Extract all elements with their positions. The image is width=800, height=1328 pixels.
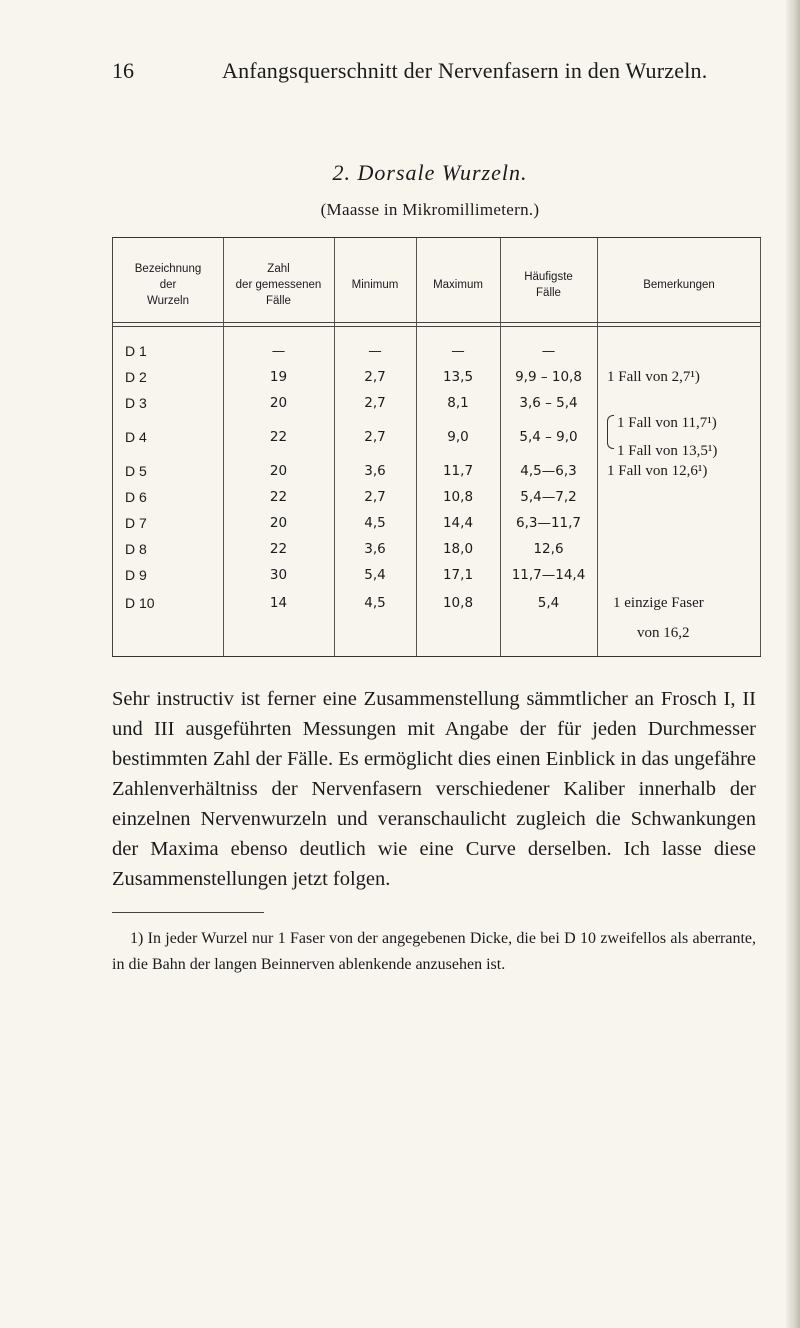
- cell-count: 30: [269, 567, 288, 583]
- cell-min: 3,6: [364, 463, 386, 479]
- cell-min: 2,7: [364, 369, 386, 385]
- cell-freq: 3,6 – 5,4: [519, 395, 578, 411]
- cell-min: 2,7: [364, 429, 386, 445]
- cell-freq: 4,5—6,3: [520, 463, 577, 479]
- cell-remark: 1 Fall von 13,5¹): [617, 443, 718, 459]
- cell-root: D 6: [125, 489, 147, 505]
- footnote-text: 1) In jeder Wurzel nur 1 Faser von der angegebenen Dicke, die bei D 10 zweifellos als aberrante, in die Bahn der langen Beinnerven ablenkende anzusehen ist.: [112, 930, 756, 973]
- section-title: 2. Dorsale Wurzeln.: [332, 160, 528, 185]
- cell-root: D 8: [125, 541, 147, 557]
- header-root-name: Bezeichnung der Wurzeln: [134, 263, 202, 307]
- cell-min: 4,5: [364, 515, 386, 531]
- header-maximum: Maximum: [433, 279, 483, 291]
- table-row: [113, 536, 761, 562]
- table-row: [113, 562, 761, 588]
- table-row: [113, 484, 761, 510]
- cell-freq: 11,7—14,4: [511, 567, 586, 583]
- cell-root: D 5: [125, 463, 147, 479]
- cell-max: 8,1: [447, 395, 469, 411]
- table-row: [113, 590, 761, 616]
- cell-count: 22: [269, 541, 288, 557]
- cell-root: D 1: [125, 343, 147, 359]
- cell-max: 17,1: [442, 567, 474, 583]
- cell-count: 20: [269, 515, 288, 531]
- cell-remark: 1 Fall von 11,7¹): [617, 415, 717, 431]
- cell-count: 20: [269, 463, 288, 479]
- cell-count: 22: [269, 429, 288, 445]
- cell-root: D 9: [125, 567, 147, 583]
- cell-max: 13,5: [442, 369, 474, 385]
- cell-count: 14: [269, 595, 288, 611]
- cell-root: D 7: [125, 515, 147, 531]
- cell-min: 5,4: [364, 567, 386, 583]
- cell-min: 4,5: [364, 595, 386, 611]
- measurement-table: [112, 237, 761, 657]
- cell-max: 11,7: [442, 463, 474, 479]
- cell-root: D 10: [125, 595, 155, 611]
- cell-count: 19: [269, 369, 288, 385]
- header-most-frequent: Häufigste Fälle: [524, 271, 573, 299]
- cell-min: —: [368, 343, 382, 359]
- footnote-rule: [112, 912, 264, 913]
- table-row: [113, 458, 761, 484]
- cell-root: D 3: [125, 395, 147, 411]
- cell-max: 9,0: [447, 429, 469, 445]
- cell-remark: 1 Fall von 2,7¹): [607, 369, 700, 385]
- body-paragraph: [112, 684, 756, 894]
- table-row: [113, 338, 761, 364]
- cell-freq: 12,6: [533, 541, 564, 557]
- header-case-count: Zahl der gemessenen Fälle: [235, 263, 322, 307]
- header-remarks: Bemerkungen: [643, 279, 715, 291]
- cell-min: 3,6: [364, 541, 386, 557]
- footnote: [112, 926, 756, 978]
- cell-count: 20: [269, 395, 288, 411]
- header-separator: [113, 322, 761, 327]
- cell-remark: 1 einzige Faser: [613, 595, 704, 611]
- table-row: [113, 364, 761, 390]
- cell-root: D 2: [125, 369, 147, 385]
- cell-freq: 9,9 – 10,8: [515, 369, 582, 385]
- cell-max: 14,4: [442, 515, 474, 531]
- cell-max: 10,8: [442, 595, 474, 611]
- cell-root: D 4: [125, 429, 147, 445]
- cell-min: 2,7: [364, 395, 386, 411]
- table-row: [113, 510, 761, 536]
- cell-count: 22: [269, 489, 288, 505]
- cell-count: —: [271, 343, 286, 359]
- cell-min: 2,7: [364, 489, 386, 505]
- cell-remark: 1 Fall von 12,6¹): [607, 463, 708, 479]
- cell-freq: —: [541, 343, 556, 359]
- cell-max: —: [451, 343, 465, 359]
- running-head: Anfangsquerschnitt der Nervenfasern in den Wurzeln.: [222, 58, 708, 83]
- cell-remark: von 16,2: [637, 625, 690, 641]
- cell-max: 18,0: [442, 541, 474, 557]
- cell-freq: 5,4: [537, 595, 560, 611]
- units-note: (Maasse in Mikromillimetern.): [320, 200, 540, 219]
- header-minimum: Minimum: [351, 279, 399, 291]
- paragraph-text: Sehr instructiv ist ferner eine Zusammenstellung sämmtlicher an Frosch I, II und III ausgeführten Messungen mit Angabe der für jeden Durchmesser bestimmten Zahl der Fälle. Es ermöglicht dies einen Einblick in das ungefähre Zahlenverhältniss der Nervenfasern verschiedener Kaliber innerhalb der einzelnen Nervenwurzeln und veranschaulicht zugleich die Schwankungen der Maxima ebenso deutlich wie eine Curve derselben. Ich lasse diese Zusammenstellungen jetzt folgen.: [112, 688, 756, 890]
- page-number: 16: [112, 58, 134, 83]
- cell-freq: 5,4—7,2: [520, 489, 577, 505]
- cell-freq: 5,4 – 9,0: [519, 429, 578, 445]
- cell-freq: 6,3—11,7: [515, 515, 582, 531]
- cell-max: 10,8: [442, 489, 474, 505]
